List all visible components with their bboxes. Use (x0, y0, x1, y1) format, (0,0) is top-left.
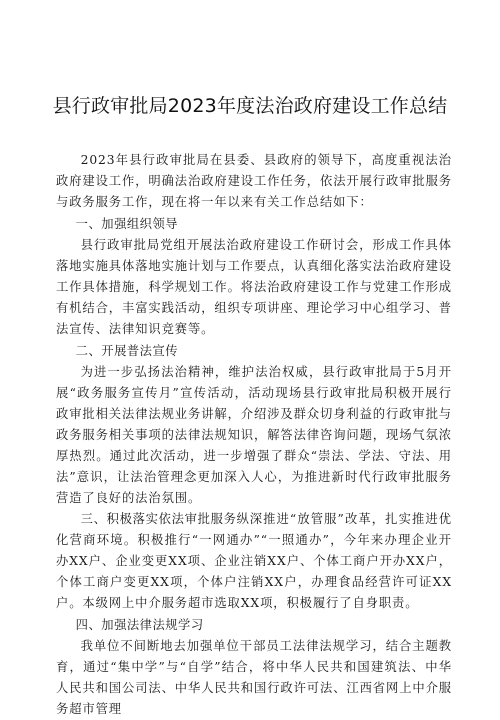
section-2-paragraph: 为进一步弘扬法治精神，维护法治权威，县行政审批局于5月开展“政务服务宣传月”宣传活动，活动现场县行政审批局积极开展行政审批相关法律法规业务讲解，介绍涉及群众切身利益的行政审批与政务服务相关事项的法律法规知识，解答法律咨询问题，现场气氛浓厚热烈。通过此次活动，进一步增强了群众“崇法、学法、守法、用法”意识，让法治管理念更加深入人心，为推进新时代行政审批服务营造了良好的法治氛围。 (56, 365, 452, 505)
section-3-text: 深推进“放管服”改革，扎实推进优化营商环境。积极推行“一网通办”“一照通办”，今年来办理企业开办XX户、企业变更XX项、企业注销XX户、个体工商户开办XX户，个体工商户变更XX项，个体户注销XX户，办理食品经营许可证XX户。本级网上中介服务超市选取XX项，积极履行了自身职责。 (56, 512, 452, 610)
section-1-heading: 一、加强组织领导 (75, 217, 179, 231)
section-2-heading: 二、开展普法宣传 (75, 344, 179, 358)
section-3-heading: 三、积极落实依法审批服务纵 (80, 512, 250, 526)
intro-paragraph: 2023年县行政审批局在县委、县政府的领导下，高度重视法治政府建设工作，明确法治政府建设工作任务，依法开展行政审批服务与政务服务工作，现在将一年以来有关工作总结如下： (56, 153, 452, 209)
document-title: 县行政审批局2023年度法治政府建设工作总结 (52, 95, 448, 117)
section-3-paragraph (56, 509, 452, 614)
section-4-paragraph: 我单位不间断地去加强单位干部员工法律法规学习，结合主题教育，通过“集中学”与“自学”结合，将中华人民共和国建筑法、中华人民共和国公司法、中华人民共和国行政许可法、江西省网上中介服务超市管理 (56, 639, 452, 716)
section-1-paragraph: 县行政审批局党组开展法治政府建设工作研讨会，形成工作具体落地实施具体落地实施计划与工作要点，认真细化落实法治政府建设工作具体措施，科学规划工作。将法治政府建设工作与党建工作形成有机结合，丰富实践活动，组织专项讲座、理论学习中心组学习、普法宣传、法律知识竞赛等。 (56, 238, 452, 336)
section-4-heading: 四、加强法律法规学习 (75, 618, 204, 632)
document-body (56, 150, 452, 720)
